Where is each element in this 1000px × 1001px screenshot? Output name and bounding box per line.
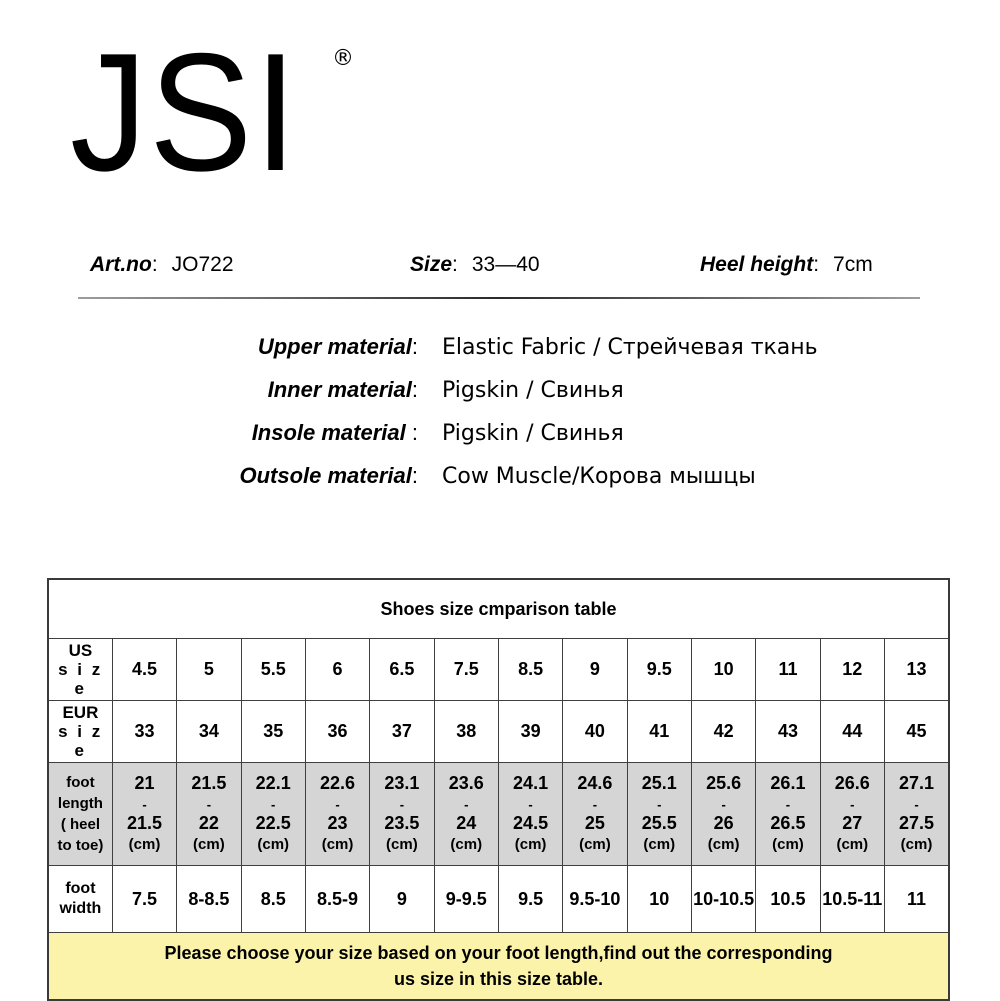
len-from: 22.6	[320, 773, 356, 793]
row-header-foot-width	[48, 866, 112, 933]
cell-us-size: 4.5	[112, 639, 176, 701]
cell-us-size: 8.5	[498, 639, 562, 701]
len-dash: -	[399, 797, 405, 812]
size-colon: :	[452, 253, 458, 276]
registered-trademark-icon: ®	[332, 46, 354, 71]
table-row-us-size	[48, 639, 949, 701]
row-header-us-line2: s i z e	[58, 660, 103, 698]
cell-foot-width: 9	[370, 866, 434, 933]
len-from: 25.1	[641, 773, 677, 793]
len-dash: -	[850, 797, 855, 812]
row-header-len-line3: ( heel	[60, 816, 101, 833]
cell-foot-width: 10.5	[756, 866, 820, 933]
len-from: 24.1	[513, 773, 549, 793]
heel-height-colon: :	[813, 253, 820, 276]
cell-foot-width: 11	[884, 866, 949, 933]
cell-foot-width: 8.5-9	[305, 866, 369, 933]
len-unit: (cm)	[514, 836, 547, 853]
len-unit: (cm)	[321, 836, 354, 853]
cell-foot-length	[820, 763, 884, 866]
row-header-len-line1: foot	[66, 774, 95, 791]
len-dash: -	[528, 797, 533, 812]
material-label-outsole-colon: :	[411, 463, 418, 488]
len-from: 25.6	[706, 773, 742, 793]
len-unit: (cm)	[257, 836, 290, 853]
product-art-no	[90, 250, 234, 280]
cell-foot-length	[691, 763, 755, 866]
len-dash: -	[464, 797, 469, 812]
material-row-inner	[0, 377, 1000, 420]
len-from: 22.1	[255, 773, 291, 793]
row-header-wid-line2: width	[59, 900, 102, 917]
len-dash: -	[914, 797, 919, 812]
material-label-upper-text: Upper material	[257, 334, 412, 359]
size-value: 33—40	[471, 253, 540, 276]
len-to: 26	[713, 813, 734, 833]
len-unit: (cm)	[900, 836, 933, 853]
material-label-insole-text: Insole material	[251, 420, 406, 445]
cell-foot-width: 9-9.5	[434, 866, 498, 933]
cell-us-size: 10	[691, 639, 755, 701]
material-value-upper: Elastic Fabric / Стрейчевая ткань	[442, 335, 818, 360]
row-header-eur-line2: s i z e	[58, 722, 103, 760]
len-to: 25.5	[641, 813, 677, 833]
len-dash: -	[142, 797, 147, 812]
len-to: 24.5	[513, 813, 549, 833]
material-row-outsole	[0, 463, 1000, 506]
cell-foot-length	[177, 763, 241, 866]
len-to: 24	[456, 813, 477, 833]
row-header-eur-size	[48, 701, 112, 763]
material-value-inner: Pigskin / Свинья	[442, 378, 624, 403]
material-row-upper	[0, 334, 1000, 377]
cell-eur-size: 45	[884, 701, 949, 763]
len-from: 27.1	[898, 773, 934, 793]
len-dash: -	[721, 797, 726, 812]
cell-foot-width: 10-10.5	[691, 866, 755, 933]
cell-us-size: 5.5	[241, 639, 305, 701]
len-unit: (cm)	[836, 836, 869, 853]
cell-eur-size: 36	[305, 701, 369, 763]
material-label-outsole	[0, 463, 418, 489]
cell-eur-size: 39	[498, 701, 562, 763]
row-header-us-size	[48, 639, 112, 701]
note-line-2: us size in this size table.	[393, 969, 604, 989]
table-row-eur-size	[48, 701, 949, 763]
cell-eur-size: 43	[756, 701, 820, 763]
cell-foot-width: 9.5	[498, 866, 562, 933]
material-label-outsole-text: Outsole material	[239, 463, 412, 488]
len-to: 23.5	[384, 813, 420, 833]
len-to: 27	[842, 813, 863, 833]
table-row-foot-width	[48, 866, 949, 933]
len-from: 23.1	[384, 773, 420, 793]
size-label: Size	[410, 253, 453, 276]
material-row-insole	[0, 420, 1000, 463]
len-unit: (cm)	[579, 836, 611, 853]
cell-eur-size: 38	[434, 701, 498, 763]
cell-foot-length	[305, 763, 369, 866]
cell-eur-size: 37	[370, 701, 434, 763]
product-size-range	[410, 250, 540, 280]
len-unit: (cm)	[772, 836, 804, 853]
brand-wordmark: JSI	[70, 18, 299, 206]
cell-foot-length	[370, 763, 434, 866]
len-unit: (cm)	[450, 836, 483, 853]
row-header-eur-line1: EUR	[62, 703, 99, 722]
len-unit: (cm)	[643, 836, 676, 853]
cell-us-size: 9.5	[627, 639, 691, 701]
size-table-title: Shoes size cmparison table	[48, 579, 949, 639]
len-from: 26.6	[834, 773, 870, 793]
heel-height-label: Heel height	[700, 253, 814, 276]
cell-us-size: 7.5	[434, 639, 498, 701]
size-chart	[47, 578, 950, 1001]
len-to: 22.5	[255, 813, 291, 833]
table-title-row	[48, 579, 949, 639]
cell-eur-size: 35	[241, 701, 305, 763]
material-value-insole: Pigskin / Свинья	[442, 421, 624, 446]
cell-eur-size: 34	[177, 701, 241, 763]
len-from: 26.1	[770, 773, 806, 793]
cell-us-size: 11	[756, 639, 820, 701]
cell-us-size: 5	[177, 639, 241, 701]
cell-foot-width: 10.5-11	[820, 866, 884, 933]
material-label-upper-colon: :	[411, 334, 418, 359]
material-label-insole-colon: :	[405, 420, 418, 445]
material-label-insole	[0, 420, 418, 446]
len-unit: (cm)	[128, 836, 161, 853]
cell-foot-width: 7.5	[112, 866, 176, 933]
material-label-upper	[0, 334, 418, 360]
materials-list	[0, 334, 1000, 506]
row-header-wid-line1: foot	[65, 880, 96, 897]
len-from: 24.6	[577, 773, 613, 793]
len-unit: (cm)	[386, 836, 418, 853]
len-to: 26.5	[770, 813, 806, 833]
cell-foot-length	[498, 763, 562, 866]
art-no-colon: :	[151, 253, 158, 276]
len-dash: -	[271, 797, 276, 812]
cell-us-size: 9	[563, 639, 627, 701]
cell-us-size: 12	[820, 639, 884, 701]
cell-foot-width: 9.5-10	[563, 866, 627, 933]
cell-eur-size: 33	[112, 701, 176, 763]
len-to: 27.5	[898, 813, 934, 833]
header-divider	[78, 297, 920, 299]
cell-eur-size: 44	[820, 701, 884, 763]
row-header-len-line4: to toe)	[57, 837, 104, 854]
size-advice-note	[48, 933, 949, 1001]
len-dash: -	[657, 797, 662, 812]
material-value-outsole: Cow Muscle/Корова мышцы	[442, 464, 756, 489]
size-comparison-table	[47, 578, 950, 1001]
material-label-inner-colon: :	[411, 377, 418, 402]
len-unit: (cm)	[193, 836, 225, 853]
row-header-foot-length	[48, 763, 112, 866]
cell-foot-length	[884, 763, 949, 866]
len-dash: -	[592, 797, 598, 812]
cell-foot-length	[756, 763, 820, 866]
cell-foot-length	[112, 763, 176, 866]
cell-us-size: 6	[305, 639, 369, 701]
heel-height-value: 7cm	[833, 253, 873, 276]
brand-logo	[70, 18, 370, 212]
len-to: 23	[327, 813, 348, 833]
cell-us-size: 6.5	[370, 639, 434, 701]
cell-foot-length	[241, 763, 305, 866]
cell-eur-size: 41	[627, 701, 691, 763]
row-header-us-line1: US	[68, 641, 93, 660]
product-info-strip	[78, 250, 922, 288]
table-row-foot-length	[48, 763, 949, 866]
len-unit: (cm)	[707, 836, 740, 853]
len-to: 25	[584, 813, 605, 833]
art-no-value: JO722	[171, 253, 234, 276]
len-from: 21.5	[191, 773, 227, 793]
cell-foot-length	[563, 763, 627, 866]
cell-us-size: 13	[884, 639, 949, 701]
art-no-label: Art.no	[90, 253, 152, 276]
len-dash: -	[335, 797, 340, 812]
row-header-len-line2: length	[57, 795, 103, 812]
material-label-inner	[0, 377, 418, 403]
len-from: 21	[134, 773, 155, 793]
cell-eur-size: 40	[563, 701, 627, 763]
len-from: 23.6	[448, 773, 484, 793]
cell-foot-width: 10	[627, 866, 691, 933]
cell-foot-length	[434, 763, 498, 866]
len-dash: -	[206, 797, 212, 812]
table-row-note	[48, 933, 949, 1001]
len-dash: -	[785, 797, 791, 812]
cell-foot-width: 8.5	[241, 866, 305, 933]
cell-foot-length	[627, 763, 691, 866]
product-heel-height	[700, 250, 873, 280]
cell-eur-size: 42	[691, 701, 755, 763]
len-to: 21.5	[126, 813, 163, 833]
note-line-1: Please choose your size based on your foot length,find out the corresponding	[164, 943, 833, 963]
cell-foot-width: 8-8.5	[177, 866, 241, 933]
material-label-inner-text: Inner material	[267, 377, 412, 402]
len-to: 22	[198, 813, 219, 833]
